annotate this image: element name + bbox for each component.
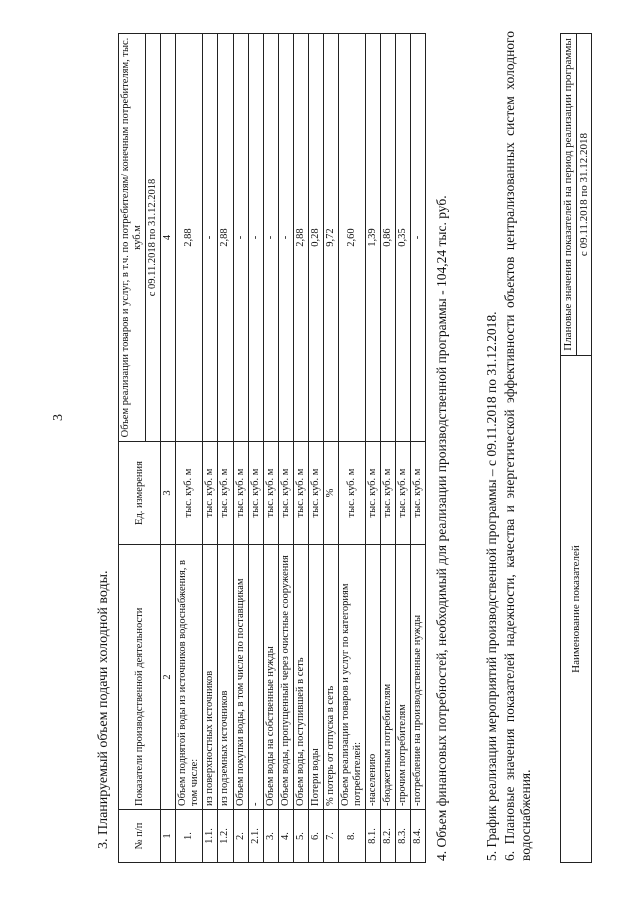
row-unit: тыс. куб. м xyxy=(293,442,308,545)
row-value: 2,60 xyxy=(338,34,365,442)
table-row xyxy=(203,34,218,863)
table-header-row xyxy=(119,34,146,863)
row-indicator: Объем воды, поступившей в сеть xyxy=(293,545,308,810)
targets-col-name: Наименование показателей xyxy=(561,356,592,863)
table-row xyxy=(233,34,248,863)
targets-header-row xyxy=(561,34,577,863)
row-indicator: - xyxy=(248,545,263,810)
colnum-3: 3 xyxy=(161,442,176,545)
row-value: 0,28 xyxy=(308,34,323,442)
header-indicator: Показатели производственной деятельности xyxy=(119,545,161,810)
row-value: 2,88 xyxy=(293,34,308,442)
table-row xyxy=(176,34,203,863)
row-indicator: % потерь от отпуска в сеть xyxy=(323,545,338,810)
row-num: 8.3. xyxy=(396,810,411,863)
row-num: 7. xyxy=(323,810,338,863)
row-value: - xyxy=(203,34,218,442)
row-num: 4. xyxy=(278,810,293,863)
table-row xyxy=(338,34,365,863)
header-volume: Объем реализации товаров и услуг, в т.ч. по потребителям/ конечным потребителям, тыс. куб.м xyxy=(119,34,146,442)
row-value: 2,88 xyxy=(218,34,233,442)
row-unit: тыс. куб. м xyxy=(278,442,293,545)
row-indicator: Объем воды, пропущенный через очистные сооружения xyxy=(278,545,293,810)
row-unit: тыс. куб. м xyxy=(381,442,396,545)
table-row xyxy=(381,34,396,863)
row-indicator: -прочим потребителям xyxy=(396,545,411,810)
row-num: 5. xyxy=(293,810,308,863)
header-period: с 09.11.2018 по 31.12.2018 xyxy=(146,34,161,442)
row-unit: тыс. куб. м xyxy=(176,442,203,545)
row-unit: тыс. куб. м xyxy=(411,442,426,545)
row-num: 2.1. xyxy=(248,810,263,863)
row-num: 1.2. xyxy=(218,810,233,863)
row-indicator: -потребление на производственные нужды xyxy=(411,545,426,810)
row-num: 3. xyxy=(263,810,278,863)
row-unit: тыс. куб. м xyxy=(338,442,365,545)
row-value: 0,35 xyxy=(396,34,411,442)
table-row xyxy=(366,34,381,863)
row-unit: тыс. куб. м xyxy=(366,442,381,545)
table-row xyxy=(411,34,426,863)
header-unit: Ед. измерения xyxy=(119,442,161,545)
row-num: 8.4. xyxy=(411,810,426,863)
table-colnum-row xyxy=(161,34,176,863)
row-unit: % xyxy=(323,442,338,545)
row-num: 8.1. xyxy=(366,810,381,863)
row-unit: тыс. куб. м xyxy=(233,442,248,545)
row-unit: тыс. куб. м xyxy=(263,442,278,545)
row-indicator: -населению xyxy=(366,545,381,810)
targets-period: с 09.11.2018 по 31.12.2018 xyxy=(576,34,592,356)
targets-table xyxy=(560,33,592,863)
table-row xyxy=(293,34,308,863)
row-unit: тыс. куб. м xyxy=(308,442,323,545)
row-indicator: Потери воды xyxy=(308,545,323,810)
table-row xyxy=(396,34,411,863)
row-value: - xyxy=(248,34,263,442)
colnum-2: 2 xyxy=(161,545,176,810)
row-value: 2,88 xyxy=(176,34,203,442)
row-value: 1,39 xyxy=(366,34,381,442)
table-row xyxy=(308,34,323,863)
table-row xyxy=(323,34,338,863)
paragraph-financial-needs: 4. Объем финансовых потребностей, необходимый для реализации производственной программы - 104,24 тыс. руб. xyxy=(434,195,449,861)
paragraph-schedule: 5. График реализации мероприятий производственной программы – с 09.11.2018 по 31.12.2018. xyxy=(484,311,499,861)
row-value: - xyxy=(233,34,248,442)
section-heading: 3. Планируемый объем подачи холодной воды. xyxy=(96,570,111,849)
row-num: 1. xyxy=(176,810,203,863)
colnum-1: 1 xyxy=(161,810,176,863)
row-indicator: Объем поднятой воды из источников водоснабжения, в том числе: xyxy=(176,545,203,810)
row-unit: тыс. куб. м xyxy=(218,442,233,545)
row-num: 8. xyxy=(338,810,365,863)
row-num: 1.1. xyxy=(203,810,218,863)
row-indicator: Объем реализации товаров и услуг по категориям потребителей: xyxy=(338,545,365,810)
row-value: 0,86 xyxy=(381,34,396,442)
row-value: - xyxy=(263,34,278,442)
table-row xyxy=(248,34,263,863)
table-row xyxy=(218,34,233,863)
row-indicator: из подземных источников xyxy=(218,545,233,810)
row-unit: тыс. куб. м xyxy=(396,442,411,545)
row-num: 8.2. xyxy=(381,810,396,863)
header-num: № п/п xyxy=(119,810,161,863)
row-value: 9,72 xyxy=(323,34,338,442)
row-value: - xyxy=(411,34,426,442)
row-unit: тыс. куб. м xyxy=(248,442,263,545)
row-unit: тыс. куб. м xyxy=(203,442,218,545)
table-row xyxy=(263,34,278,863)
production-volume-table xyxy=(118,33,426,863)
paragraph-reliability: 6. Плановые значения показателей надежности, качества и энергетической эффективности объектов централизованных систем холодного водоснабжения. xyxy=(502,31,534,861)
row-num: 6. xyxy=(308,810,323,863)
row-num: 2. xyxy=(233,810,248,863)
row-indicator: Объем воды на собственные нужды xyxy=(263,545,278,810)
row-indicator: Объем покупки воды, в том числе по поставщикам xyxy=(233,545,248,810)
colnum-4: 4 xyxy=(161,34,176,442)
table-row xyxy=(278,34,293,863)
page-number: 3 xyxy=(51,414,66,421)
row-value: - xyxy=(278,34,293,442)
row-indicator: из поверхностных источников xyxy=(203,545,218,810)
targets-col-values: Плановые значения показателей на период реализации программы xyxy=(561,34,577,356)
row-indicator: -бюджетным потребителям xyxy=(381,545,396,810)
